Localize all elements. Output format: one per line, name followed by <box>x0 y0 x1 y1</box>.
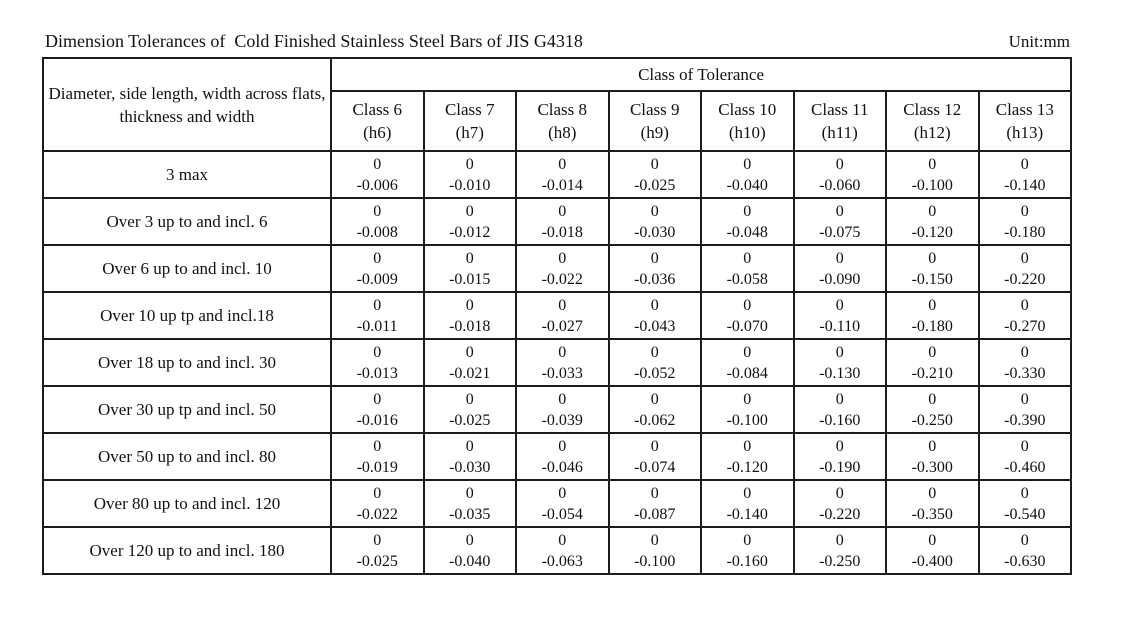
upper-deviation: 0 <box>1020 484 1029 502</box>
tolerance-cell <box>794 527 887 574</box>
column-header-class-11 <box>794 91 887 151</box>
lower-deviation: -0.540 <box>1004 505 1046 523</box>
lower-deviation: -0.022 <box>356 505 398 523</box>
grade-label: (h13) <box>1006 123 1044 142</box>
lower-deviation: -0.022 <box>541 270 583 288</box>
lower-deviation: -0.011 <box>356 317 398 335</box>
tolerance-cell <box>516 386 609 433</box>
upper-deviation: 0 <box>465 202 474 220</box>
table-row <box>43 339 1071 386</box>
upper-deviation: 0 <box>835 343 844 361</box>
lower-deviation: -0.270 <box>1004 317 1046 335</box>
tolerance-cell <box>424 151 517 198</box>
tolerance-cell <box>794 386 887 433</box>
lower-deviation: -0.160 <box>819 411 861 429</box>
lower-deviation: -0.084 <box>726 364 768 382</box>
upper-deviation: 0 <box>558 390 567 408</box>
upper-deviation: 0 <box>465 531 474 549</box>
upper-deviation: 0 <box>928 531 937 549</box>
tolerance-cell <box>331 339 424 386</box>
lower-deviation: -0.035 <box>449 505 491 523</box>
tolerance-cell <box>979 527 1072 574</box>
upper-deviation: 0 <box>835 531 844 549</box>
upper-deviation: 0 <box>650 296 659 314</box>
lower-deviation: -0.021 <box>449 364 491 382</box>
lower-deviation: -0.036 <box>634 270 676 288</box>
class-label: Class 13 <box>995 100 1054 119</box>
tolerance-cell <box>701 433 794 480</box>
size-range-label: Over 30 up tp and incl. 50 <box>43 386 331 433</box>
upper-deviation: 0 <box>928 155 937 173</box>
table-row <box>43 292 1071 339</box>
size-range-label: Over 18 up to and incl. 30 <box>43 339 331 386</box>
size-range-label: Over 6 up to and incl. 10 <box>43 245 331 292</box>
lower-deviation: -0.074 <box>634 458 676 476</box>
tolerance-cell <box>516 151 609 198</box>
lower-deviation: -0.390 <box>1004 411 1046 429</box>
upper-deviation: 0 <box>373 390 382 408</box>
lower-deviation: -0.027 <box>541 317 583 335</box>
tolerance-cell <box>609 386 702 433</box>
tolerance-cell <box>886 245 979 292</box>
lower-deviation: -0.016 <box>356 411 398 429</box>
lower-deviation: -0.180 <box>911 317 953 335</box>
tolerance-cell <box>331 198 424 245</box>
upper-deviation: 0 <box>743 296 752 314</box>
lower-deviation: -0.140 <box>1004 176 1046 194</box>
grade-label: (h6) <box>363 123 392 142</box>
lower-deviation: -0.120 <box>726 458 768 476</box>
tolerance-cell <box>979 245 1072 292</box>
tolerance-cell <box>701 151 794 198</box>
tolerance-cell <box>794 433 887 480</box>
lower-deviation: -0.018 <box>541 223 583 241</box>
tolerance-cell <box>609 198 702 245</box>
upper-deviation: 0 <box>1020 249 1029 267</box>
upper-deviation: 0 <box>835 390 844 408</box>
table-row <box>43 245 1071 292</box>
tolerance-cell <box>424 433 517 480</box>
size-range-label: Over 80 up to and incl. 120 <box>43 480 331 527</box>
lower-deviation: -0.110 <box>819 317 861 335</box>
lower-deviation: -0.040 <box>726 176 768 194</box>
lower-deviation: -0.062 <box>634 411 676 429</box>
tolerance-cell <box>424 245 517 292</box>
table-row <box>43 527 1071 574</box>
tolerance-cell <box>424 339 517 386</box>
lower-deviation: -0.120 <box>911 223 953 241</box>
upper-deviation: 0 <box>373 155 382 173</box>
tolerance-cell <box>979 151 1072 198</box>
upper-deviation: 0 <box>650 343 659 361</box>
tolerance-cell <box>331 433 424 480</box>
tolerance-cell <box>794 198 887 245</box>
upper-deviation: 0 <box>465 155 474 173</box>
lower-deviation: -0.250 <box>911 411 953 429</box>
lower-deviation: -0.013 <box>356 364 398 382</box>
lower-deviation: -0.030 <box>449 458 491 476</box>
class-label: Class 12 <box>903 100 962 119</box>
lower-deviation: -0.015 <box>449 270 491 288</box>
upper-deviation: 0 <box>558 531 567 549</box>
lower-deviation: -0.048 <box>726 223 768 241</box>
table-row <box>43 433 1071 480</box>
upper-deviation: 0 <box>835 202 844 220</box>
tolerance-cell <box>886 433 979 480</box>
upper-deviation: 0 <box>835 155 844 173</box>
unit-label: Unit:mm <box>1008 32 1070 51</box>
upper-deviation: 0 <box>928 202 937 220</box>
tolerance-cell <box>516 339 609 386</box>
grade-label: (h7) <box>455 123 484 142</box>
upper-deviation: 0 <box>373 249 382 267</box>
lower-deviation: -0.025 <box>356 552 398 570</box>
column-header-class-6 <box>331 91 424 151</box>
upper-deviation: 0 <box>558 296 567 314</box>
lower-deviation: -0.220 <box>1004 270 1046 288</box>
lower-deviation: -0.190 <box>819 458 861 476</box>
tolerance-cell <box>886 480 979 527</box>
row-header-title: Diameter, side length, width across flats, thickness and width <box>43 58 331 151</box>
lower-deviation: -0.030 <box>634 223 676 241</box>
upper-deviation: 0 <box>465 249 474 267</box>
tolerance-cell <box>886 198 979 245</box>
class-label: Class 11 <box>811 100 869 119</box>
upper-deviation: 0 <box>835 484 844 502</box>
lower-deviation: -0.350 <box>911 505 953 523</box>
tolerance-cell <box>794 480 887 527</box>
tolerance-cell <box>701 245 794 292</box>
tolerance-cell <box>979 386 1072 433</box>
lower-deviation: -0.009 <box>356 270 398 288</box>
upper-deviation: 0 <box>835 296 844 314</box>
class-label: Class 9 <box>629 100 680 119</box>
tolerance-cell <box>609 292 702 339</box>
lower-deviation: -0.033 <box>541 364 583 382</box>
tolerance-cell <box>701 292 794 339</box>
grade-label: (h12) <box>913 123 951 142</box>
table-row <box>43 480 1071 527</box>
lower-deviation: -0.075 <box>819 223 861 241</box>
tolerance-cell <box>609 480 702 527</box>
tolerance-cell <box>886 292 979 339</box>
upper-deviation: 0 <box>558 249 567 267</box>
upper-deviation: 0 <box>928 390 937 408</box>
title-bar <box>42 31 1070 52</box>
lower-deviation: -0.058 <box>726 270 768 288</box>
tolerance-cell <box>794 292 887 339</box>
lower-deviation: -0.250 <box>819 552 861 570</box>
tolerance-cell <box>331 292 424 339</box>
upper-deviation: 0 <box>1020 202 1029 220</box>
column-header-class-13 <box>979 91 1072 151</box>
upper-deviation: 0 <box>743 437 752 455</box>
tolerance-cell <box>886 151 979 198</box>
group-header: Class of Tolerance <box>331 58 1071 91</box>
upper-deviation: 0 <box>650 390 659 408</box>
upper-deviation: 0 <box>1020 437 1029 455</box>
tolerance-cell <box>331 527 424 574</box>
upper-deviation: 0 <box>650 155 659 173</box>
tolerance-cell <box>516 433 609 480</box>
class-label: Class 10 <box>718 100 777 119</box>
tolerance-cell <box>516 198 609 245</box>
upper-deviation: 0 <box>373 484 382 502</box>
grade-label: (h8) <box>548 123 577 142</box>
upper-deviation: 0 <box>465 390 474 408</box>
tolerance-cell <box>424 198 517 245</box>
tolerance-cell <box>331 480 424 527</box>
upper-deviation: 0 <box>465 437 474 455</box>
upper-deviation: 0 <box>743 343 752 361</box>
lower-deviation: -0.043 <box>634 317 676 335</box>
tolerance-cell <box>701 198 794 245</box>
tolerance-cell <box>701 339 794 386</box>
upper-deviation: 0 <box>650 531 659 549</box>
table-row <box>43 151 1071 198</box>
tolerance-cell <box>701 386 794 433</box>
size-range-label: Over 3 up to and incl. 6 <box>43 198 331 245</box>
column-header-class-12 <box>886 91 979 151</box>
lower-deviation: -0.180 <box>1004 223 1046 241</box>
tolerance-cell <box>794 151 887 198</box>
upper-deviation: 0 <box>650 202 659 220</box>
column-header-class-9 <box>609 91 702 151</box>
upper-deviation: 0 <box>465 343 474 361</box>
upper-deviation: 0 <box>558 202 567 220</box>
column-header-class-10 <box>701 91 794 151</box>
lower-deviation: -0.019 <box>356 458 398 476</box>
lower-deviation: -0.140 <box>726 505 768 523</box>
lower-deviation: -0.052 <box>634 364 676 382</box>
upper-deviation: 0 <box>743 531 752 549</box>
lower-deviation: -0.160 <box>726 552 768 570</box>
upper-deviation: 0 <box>558 484 567 502</box>
lower-deviation: -0.054 <box>541 505 583 523</box>
lower-deviation: -0.100 <box>726 411 768 429</box>
table-body <box>43 151 1071 574</box>
tolerance-cell <box>609 151 702 198</box>
grade-label: (h11) <box>821 123 858 142</box>
upper-deviation: 0 <box>743 484 752 502</box>
lower-deviation: -0.039 <box>541 411 583 429</box>
upper-deviation: 0 <box>928 343 937 361</box>
lower-deviation: -0.400 <box>911 552 953 570</box>
lower-deviation: -0.150 <box>911 270 953 288</box>
lower-deviation: -0.046 <box>541 458 583 476</box>
lower-deviation: -0.060 <box>819 176 861 194</box>
tolerance-cell <box>701 480 794 527</box>
upper-deviation: 0 <box>558 343 567 361</box>
lower-deviation: -0.330 <box>1004 364 1046 382</box>
lower-deviation: -0.040 <box>449 552 491 570</box>
upper-deviation: 0 <box>650 249 659 267</box>
lower-deviation: -0.100 <box>634 552 676 570</box>
tolerance-cell <box>516 292 609 339</box>
tolerance-cell <box>331 151 424 198</box>
tolerance-cell <box>424 527 517 574</box>
upper-deviation: 0 <box>928 249 937 267</box>
lower-deviation: -0.018 <box>449 317 491 335</box>
upper-deviation: 0 <box>650 484 659 502</box>
tolerance-cell <box>886 527 979 574</box>
upper-deviation: 0 <box>835 249 844 267</box>
lower-deviation: -0.014 <box>541 176 583 194</box>
upper-deviation: 0 <box>743 390 752 408</box>
lower-deviation: -0.630 <box>1004 552 1046 570</box>
class-label: Class 8 <box>537 100 588 119</box>
tolerance-cell <box>609 433 702 480</box>
upper-deviation: 0 <box>373 437 382 455</box>
tolerance-cell <box>331 386 424 433</box>
size-range-label: Over 120 up to and incl. 180 <box>43 527 331 574</box>
upper-deviation: 0 <box>1020 390 1029 408</box>
tolerance-cell <box>979 480 1072 527</box>
size-range-label: Over 10 up tp and incl.18 <box>43 292 331 339</box>
lower-deviation: -0.012 <box>449 223 491 241</box>
upper-deviation: 0 <box>558 155 567 173</box>
tolerance-table <box>42 57 1072 575</box>
tolerance-cell <box>424 292 517 339</box>
tolerance-cell <box>886 339 979 386</box>
upper-deviation: 0 <box>1020 343 1029 361</box>
upper-deviation: 0 <box>1020 155 1029 173</box>
lower-deviation: -0.130 <box>819 364 861 382</box>
lower-deviation: -0.300 <box>911 458 953 476</box>
tolerance-cell <box>701 527 794 574</box>
grade-label: (h10) <box>728 123 766 142</box>
upper-deviation: 0 <box>1020 531 1029 549</box>
upper-deviation: 0 <box>650 437 659 455</box>
tolerance-cell <box>331 245 424 292</box>
tolerance-cell <box>424 480 517 527</box>
table-row <box>43 386 1071 433</box>
upper-deviation: 0 <box>373 202 382 220</box>
size-range-label: Over 50 up to and incl. 80 <box>43 433 331 480</box>
group-header-row <box>43 58 1071 91</box>
tolerance-cell <box>609 339 702 386</box>
tolerance-cell <box>516 245 609 292</box>
upper-deviation: 0 <box>373 531 382 549</box>
class-label: Class 6 <box>352 100 403 119</box>
tolerance-cell <box>794 339 887 386</box>
lower-deviation: -0.087 <box>634 505 676 523</box>
upper-deviation: 0 <box>835 437 844 455</box>
lower-deviation: -0.100 <box>911 176 953 194</box>
lower-deviation: -0.063 <box>541 552 583 570</box>
lower-deviation: -0.090 <box>819 270 861 288</box>
upper-deviation: 0 <box>1020 296 1029 314</box>
upper-deviation: 0 <box>928 484 937 502</box>
column-header-class-7 <box>424 91 517 151</box>
upper-deviation: 0 <box>743 155 752 173</box>
tolerance-cell <box>979 198 1072 245</box>
tolerance-cell <box>886 386 979 433</box>
class-label: Class 7 <box>444 100 495 119</box>
tolerance-cell <box>979 433 1072 480</box>
lower-deviation: -0.220 <box>819 505 861 523</box>
upper-deviation: 0 <box>558 437 567 455</box>
upper-deviation: 0 <box>465 484 474 502</box>
tolerance-cell <box>516 480 609 527</box>
lower-deviation: -0.008 <box>356 223 398 241</box>
upper-deviation: 0 <box>743 249 752 267</box>
upper-deviation: 0 <box>373 343 382 361</box>
lower-deviation: -0.460 <box>1004 458 1046 476</box>
grade-label: (h9) <box>640 123 669 142</box>
page-title: Dimension Tolerances of Cold Finished Stainless Steel Bars of JIS G4318 <box>45 31 583 51</box>
column-header-class-8 <box>516 91 609 151</box>
tolerance-cell <box>609 245 702 292</box>
upper-deviation: 0 <box>373 296 382 314</box>
tolerance-cell <box>979 292 1072 339</box>
upper-deviation: 0 <box>465 296 474 314</box>
upper-deviation: 0 <box>928 296 937 314</box>
size-range-label: 3 max <box>43 151 331 198</box>
tolerance-cell <box>609 527 702 574</box>
lower-deviation: -0.006 <box>356 176 398 194</box>
table-row <box>43 198 1071 245</box>
tolerance-cell <box>979 339 1072 386</box>
lower-deviation: -0.010 <box>449 176 491 194</box>
lower-deviation: -0.025 <box>634 176 676 194</box>
upper-deviation: 0 <box>928 437 937 455</box>
lower-deviation: -0.025 <box>449 411 491 429</box>
upper-deviation: 0 <box>743 202 752 220</box>
lower-deviation: -0.070 <box>726 317 768 335</box>
lower-deviation: -0.210 <box>911 364 953 382</box>
tolerance-cell <box>794 245 887 292</box>
tolerance-cell <box>516 527 609 574</box>
tolerance-cell <box>424 386 517 433</box>
